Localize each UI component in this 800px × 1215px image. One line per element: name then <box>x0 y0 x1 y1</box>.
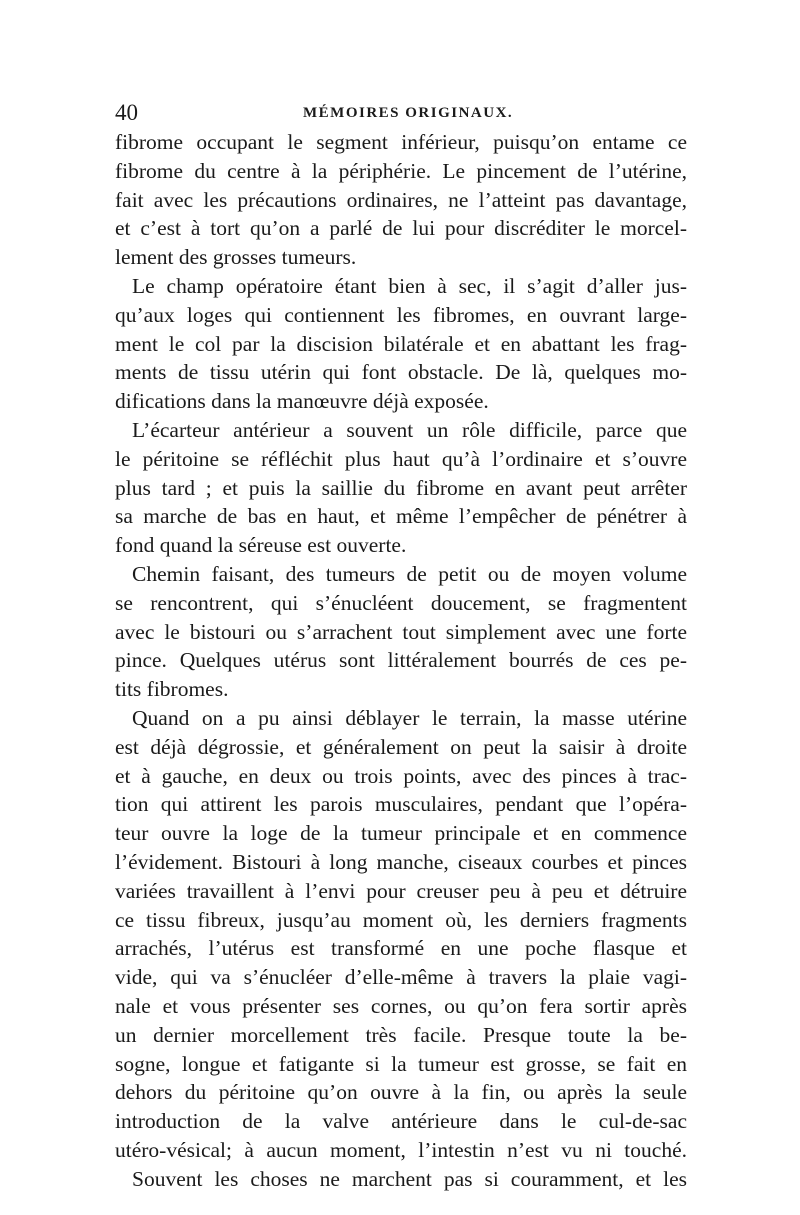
text-line: Quand on a pu ainsi déblayer le terrain, la masse utérine <box>132 705 687 730</box>
text-line: teur ouvre la loge de la tumeur principale et en commence <box>115 821 687 846</box>
text-line: utéro-vésical; à aucun moment, l’intestin n’est vu ni touché. <box>115 1137 687 1162</box>
running-head: MÉMOIRES ORIGINAUX. <box>303 105 514 121</box>
text-line: tits fibromes. <box>115 677 229 702</box>
text-line: Chemin faisant, des tumeurs de petit ou de moyen volume <box>132 561 687 586</box>
text-line: ment le col par la discision bilatérale et en abattant les frag- <box>115 331 687 356</box>
text-line: pince. Quelques utérus sont littéralement bourrés de ces pe- <box>115 648 687 673</box>
text-line: un dernier morcellement très facile. Presque toute la be- <box>115 1022 687 1047</box>
text-line: nale et vous présenter ses cornes, ou qu’on fera sortir après <box>115 993 687 1018</box>
text-line: plus tard ; et puis la saillie du fibrome en avant peut arrêter <box>115 475 687 500</box>
text-line: difications dans la manœuvre déjà exposée. <box>115 389 489 414</box>
text-line: fait avec les précautions ordinaires, ne l’atteint pas davantage, <box>115 187 687 212</box>
text-line: l’évidement. Bistouri à long manche, ciseaux courbes et pinces <box>115 849 687 874</box>
text-line: vide, qui va s’énucléer d’elle-même à travers la plaie vagi- <box>115 965 687 990</box>
text-line: ce tissu fibreux, jusqu’au moment où, les derniers fragments <box>115 907 687 932</box>
text-line: arrachés, l’utérus est transformé en une poche flasque et <box>115 936 687 961</box>
text-line: tion qui attirent les parois musculaires, pendant que l’opéra- <box>115 792 687 817</box>
text-line: dehors du péritoine qu’on ouvre à la fin, ou après la seule <box>115 1080 687 1105</box>
text-line: sogne, longue et fatigante si la tumeur est grosse, se fait en <box>115 1051 687 1076</box>
text-line: Le champ opératoire étant bien à sec, il s’agit d’aller jus- <box>132 273 687 298</box>
text-line: Souvent les choses ne marchent pas si couramment, et les <box>132 1166 687 1191</box>
text-line: qu’aux loges qui contiennent les fibromes, en ouvrant large- <box>115 302 687 327</box>
text-line: lement des grosses tumeurs. <box>115 245 357 270</box>
text-line: est déjà dégrossie, et généralement on peut la saisir à droite <box>115 734 687 759</box>
text-line: fibrome du centre à la périphérie. Le pincement de l’utérine, <box>115 158 687 183</box>
text-line: le péritoine se réfléchit plus haut qu’à l’ordinaire et s’ouvre <box>115 446 687 471</box>
text-line: variées travaillent à l’envi pour creuser peu à peu et détruire <box>115 878 687 903</box>
text-line: et c’est à tort qu’on a parlé de lui pour discréditer le morcel- <box>115 216 687 241</box>
body-text <box>115 128 687 1193</box>
text-line: sa marche de bas en haut, et même l’empêcher de pénétrer à <box>115 504 687 529</box>
text-line: et à gauche, en deux ou trois points, avec des pinces à trac- <box>115 763 687 788</box>
text-line: ments de tissu utérin qui font obstacle. De là, quelques mo- <box>115 360 687 385</box>
text-line: avec le bistouri ou s’arrachent tout simplement avec une forte <box>115 619 687 644</box>
page-number: 40 <box>115 100 138 125</box>
page-header <box>115 98 687 128</box>
text-line: introduction de la valve antérieure dans le cul-de-sac <box>115 1109 687 1134</box>
text-line: L’écarteur antérieur a souvent un rôle difficile, parce que <box>132 417 687 442</box>
text-line: fond quand la séreuse est ouverte. <box>115 533 407 558</box>
text-line: se rencontrent, qui s’énucléent doucement, se fragmentent <box>115 590 687 615</box>
text-line: fibrome occupant le segment inférieur, puisqu’on entame ce <box>115 130 687 154</box>
